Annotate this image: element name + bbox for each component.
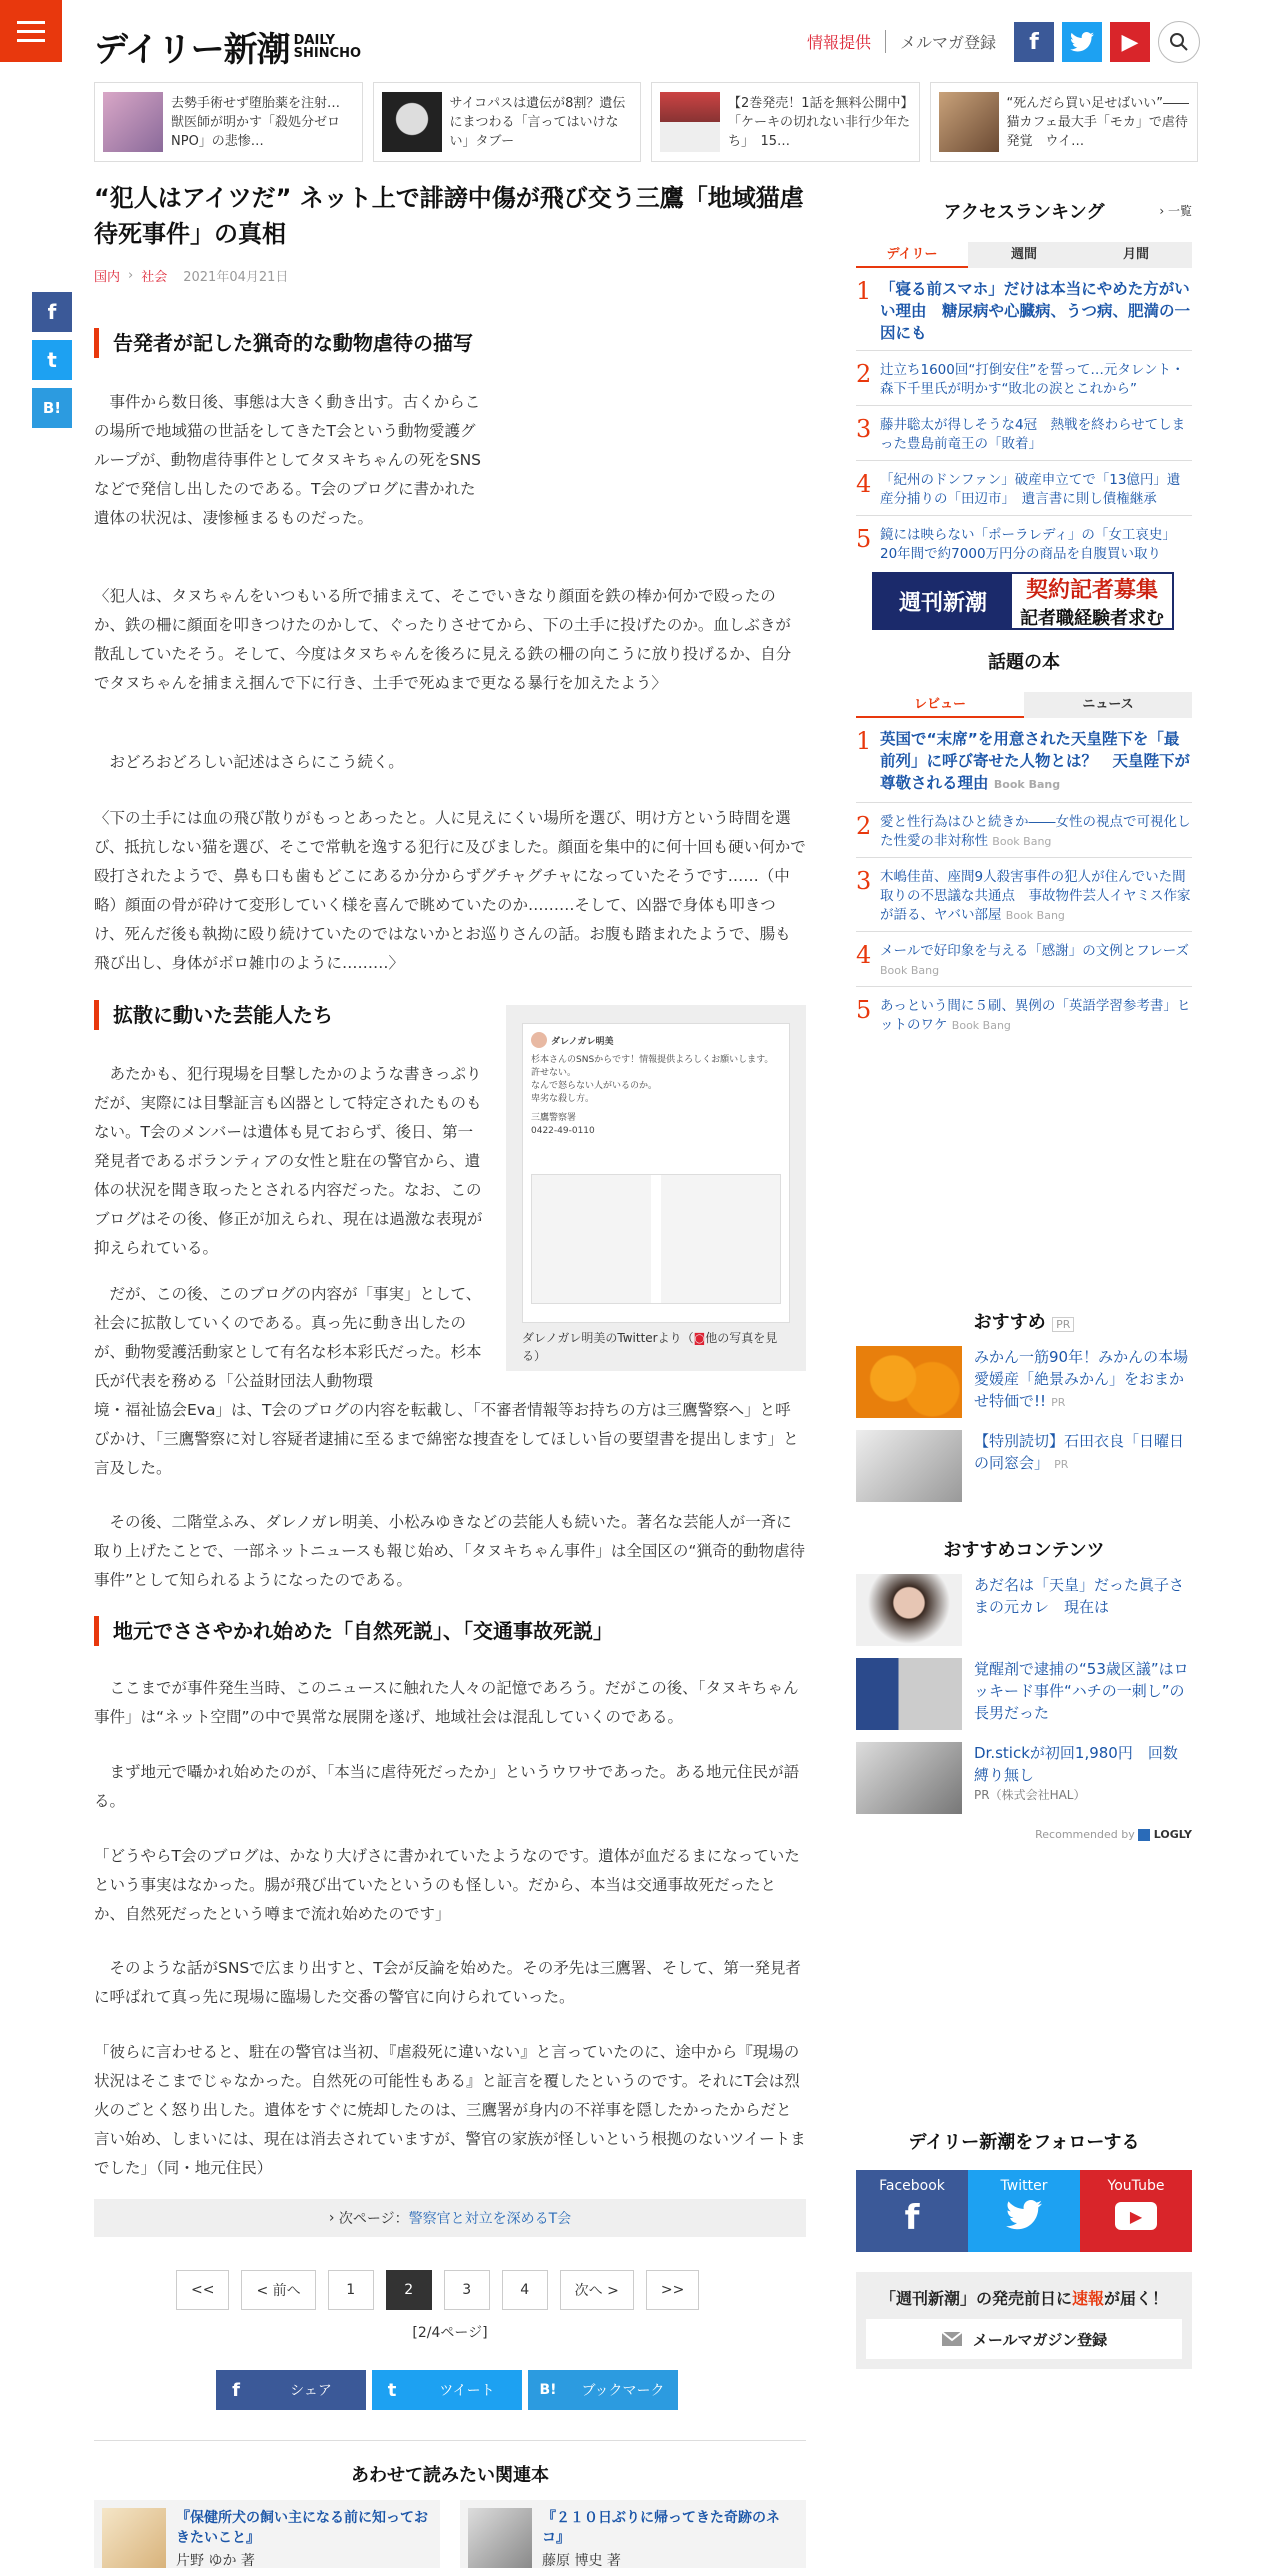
book-title: 愛と性行為はひと続きか――女性の視点で可視化した性愛の非対称性 Book Bang: [880, 814, 1191, 849]
next-page-link[interactable]: › 次ページ： 警察官と対立を深めるT会: [94, 2199, 806, 2237]
logo-en: DAILY SHINCHO: [293, 32, 362, 61]
book-title: 『保健所犬の飼い主になる前に知っておきたいこと』: [176, 2510, 428, 2546]
tweet-author: ダレノガレ明美: [551, 1036, 614, 1047]
story-title: “死んだら買い足せばいい”――猫カフェ最大手「モカ」で虐待発覚 ウイ…: [1006, 95, 1189, 149]
facebook-share-icon[interactable]: f: [32, 292, 72, 332]
paragraph: ここまでが事件発生当時、このニュースに触れた人々の記憶であろう。だがこの後、「タヌキちゃん事件」は“ネット空間”の中で異常な展開を遂げ、地域社会は混乱していくのである。: [94, 1679, 799, 1726]
rank-title: 鏡には映らない「ポーラレディ」の「女工哀史」20年間で約7000万円分の商品を自腹買い取り: [880, 527, 1176, 562]
ranking-item[interactable]: [856, 268, 1192, 351]
books-widget: [856, 648, 1192, 1041]
paragraph: あたかも、犯行現場を目撃したかのような書きっぷりだが、実際には目撃証言も凶器として特定されたものもない。T会のメンバーは遺体も見ておらず、後日、第一発見者であるボランティアの女性と駐在の警官から、遺体の状況を聞き取ったとされる内容だった。なお、このブログはその後、修正が加えられ、現在は過激な表現が抑えられている。: [94, 1065, 483, 1257]
logly-credit[interactable]: Recommended by LOGLY: [1035, 1828, 1192, 1841]
recommend-item[interactable]: 【特別読切】石田衣良「日曜日の同窓会」 PR: [856, 1430, 1192, 1502]
rank-number: 4: [856, 941, 872, 969]
hatena-icon: B!: [539, 2382, 557, 2398]
section-heading: 告発者が記した猟奇的な動物虐待の描写: [94, 328, 806, 358]
recommend-title: みかん一筋90年！みかんの本場愛媛産「絶景みかん」をおまかせ特価で!!: [974, 1348, 1189, 1410]
book-item[interactable]: [856, 803, 1192, 858]
paragraph: 〈犯人は、タヌちゃんをいつもいる所で捕まえて、そこでいきなり顔面を鉄の棒か何かで殴ったのか、鉄の柵に顔面を叩きつけたのかして、ぐったりさせてから、下の土手に投げたのか。血しぶきが散乱していたそう。そして、今度はタヌちゃんを後ろに見える鉄の柵の向こうに放り投げるか、自分でタヌちゃんを捕まえ掴んで下に行き、土手で死ぬまで更なる暴行を加えたよう〉: [94, 587, 792, 692]
rank-title: 辻立ち1600回“打倒安住”を誓って…元タレント・森下千里氏が明かす“敗北の涙とこれから”: [880, 362, 1185, 397]
next-page-button[interactable]: 次へ >: [560, 2270, 634, 2310]
follow-buttons: [856, 2170, 1192, 2252]
tweet-line: 三鷹警察署: [531, 1113, 577, 1123]
recommend-thumbnail: [856, 1430, 962, 1502]
ad-text: 契約記者募集 記者職経験者求む: [1020, 577, 1164, 629]
newsletter-heading: 「週刊新潮」の発売前日に速報が届く！: [879, 2289, 1169, 2308]
site-logo[interactable]: [94, 22, 361, 71]
story-title: 去勢手術せず堕胎薬を注射… 獣医師が明かす「殺処分ゼロNPO」の悲惨…: [171, 95, 354, 149]
recommend-item[interactable]: みかん一筋90年！みかんの本場愛媛産「絶景みかん」をおまかせ特価で!! PR: [856, 1346, 1192, 1418]
tweet-screenshot: [522, 1023, 790, 1323]
related-book[interactable]: [94, 2500, 440, 2568]
content-title: Dr.stickが初回1,980円 回数縛り無し: [974, 1744, 1178, 1784]
ad-brand: 週刊新潮: [874, 574, 1012, 628]
ranking-tabs: [856, 242, 1192, 268]
twitter-icon: [1006, 2200, 1042, 2230]
tab-monthly[interactable]: 月間: [1080, 242, 1192, 268]
content-item[interactable]: [856, 1574, 1192, 1646]
recruit-ad-banner[interactable]: [872, 572, 1174, 630]
prev-page-button[interactable]: < 前へ: [241, 2270, 315, 2310]
page-4-button[interactable]: 4: [502, 2270, 548, 2310]
tab-daily[interactable]: デイリー: [856, 242, 968, 268]
top-story[interactable]: [373, 82, 642, 162]
story-title: サイコパスは遺伝が8割？遺伝にまつわる「言ってはいけない」タブー: [449, 95, 626, 149]
share-buttons: [216, 2370, 678, 2410]
paragraph: そのような話がSNSで広まり出すと、T会が反論を始めた。その矛先は三鷹署、そして、第一発見者に呼ばれて真っ先に現場に臨場した交番の警官に向けられていった。: [94, 1959, 801, 2006]
twitter-icon[interactable]: [1062, 22, 1102, 62]
books-title: 話題の本: [988, 652, 1060, 673]
rank-number: 2: [856, 812, 872, 840]
rank-number: 4: [856, 470, 872, 498]
facebook-share-button[interactable]: f シェア: [216, 2370, 366, 2410]
related-book[interactable]: [460, 2500, 806, 2568]
contents-widget: [856, 1536, 1192, 1841]
section-heading: 拡散に動いた芸能人たち: [94, 1000, 464, 1030]
content-thumbnail: [856, 1574, 962, 1646]
recommend-widget: [856, 1308, 1192, 1502]
tab-weekly[interactable]: 週間: [968, 242, 1080, 268]
paragraph: 「どうやらT会のブログは、かなり大げさに書かれていたようなのです。遺体が血だるまになっていたという事実はなかった。腸が飛び出ていたというのも怪しい。だから、本当は交通事故死だったとか、自然死だったという噂まで流れ始めたのです」: [94, 1847, 800, 1923]
content-item[interactable]: [856, 1658, 1192, 1730]
paragraph: まず地元で囁かれ始めたのが、「本当に虐待死だったか」というウワサであった。ある地元住民が語る。: [94, 1763, 800, 1810]
book-item[interactable]: [856, 718, 1192, 803]
story-thumbnail: [103, 92, 163, 152]
tab-news[interactable]: ニュース: [1024, 692, 1192, 718]
book-item[interactable]: [856, 858, 1192, 932]
tweet-line: 杉本さんのSNSからです！情報提供よろしくお願いします。: [531, 1055, 774, 1065]
content-thumbnail: [856, 1742, 962, 1814]
facebook-icon: f: [232, 2379, 240, 2401]
chevron-right-icon: ›: [328, 2210, 339, 2226]
rank-number: 3: [856, 415, 872, 443]
tweet-line: 許せない。: [531, 1068, 577, 1078]
twitter-icon: t: [387, 2379, 397, 2401]
paragraph: 境・福祉協会Eva」は、T会のブログの内容を転載し、「不審者情報等お持ちの方は三鷹警察へ」と呼びかけ、「三鷹警察に対し容疑者逮捕に至るまで綿密な捜査をしてほしい旨の要望書を提出します」と言及した。: [94, 1401, 799, 1477]
header-links: [807, 30, 996, 53]
follow-title: デイリー新潮をフォローする: [908, 2132, 1140, 2153]
twitter-share-button[interactable]: t ツイート: [372, 2370, 522, 2410]
follow-widget: [856, 2128, 1192, 2252]
youtube-icon[interactable]: ▶: [1110, 22, 1150, 62]
hatena-bookmark-button[interactable]: B! ブックマーク: [528, 2370, 678, 2410]
newsletter-link[interactable]: メルマガ登録: [885, 30, 996, 53]
info-submit-link[interactable]: 情報提供: [806, 33, 871, 52]
related-heading: あわせて読みたい関連本: [94, 2440, 806, 2487]
newsletter-widget: [856, 2272, 1192, 2369]
chevron-right-icon: ›: [128, 268, 134, 283]
article: [94, 180, 806, 2568]
book-item[interactable]: [856, 932, 1192, 987]
ranking-item[interactable]: [856, 461, 1192, 516]
first-page-button[interactable]: <<: [176, 2270, 229, 2310]
page-2-button[interactable]: 2: [386, 2270, 432, 2310]
twitter-share-icon[interactable]: t: [32, 340, 72, 380]
pagination: [176, 2270, 699, 2310]
menu-button[interactable]: [0, 0, 62, 62]
contents-title: おすすめコンテンツ: [943, 1540, 1105, 1561]
avatar: [531, 1032, 547, 1048]
camera-icon: ◙: [693, 1331, 706, 1345]
top-story[interactable]: [930, 82, 1199, 162]
book-title: 木嶋佳苗、座間9人殺害事件の犯人が住んでいた間取りの不思議な共通点 事故物件芸人イヤミス作家が語る、ヤバい部屋 Book Bang: [880, 869, 1191, 923]
facebook-icon[interactable]: f: [1014, 22, 1054, 62]
paragraph: 〈下の土手には血の飛び散りがもっとあったと。人に見えにくい場所を選び、明け方という時間を選び、抵抗しない猫を選び、そこで常軌を逸する犯行に及びました。顔面を集中的に何十回も硬い何かで殴打されたようで、鼻も口も歯もどこにあるか分からずグチャグチャになっていたそうです……（中略）顔面の骨が砕けて変形していく様を喜んで眺めていたのか………そして、凶器で身体も叩きつけ、死んだ後も執拗に殴り続けていたのではないかとお巡りさんの話。お腹も踏まれたようで、腸も飛び出し、身体がボロ雑巾のように………〉: [94, 809, 806, 972]
story-thumbnail: [382, 92, 442, 152]
tab-review[interactable]: レビュー: [856, 692, 1024, 718]
paragraph: だが、この後、このブログの内容が「事実」として、社会に拡散していくのである。真っ先に動き出したのが、動物愛護活動家として有名な杉本彩氏だった。杉本氏が代表を務める「公益財団法人動物環: [94, 1285, 482, 1390]
rank-number: 5: [856, 996, 872, 1024]
book-title: 『２１０日ぶりに帰ってきた奇跡のネコ』: [542, 2510, 780, 2546]
paragraph: その後、二階堂ふみ、ダレノガレ明美、小松みゆきなどの芸能人も続いた。著名な芸能人が一斉に取り上げたことで、一部ネットニュースも報じ始め、「タヌキちゃん事件」は全国区の“猟奇的動物虐待事件”として知られるようになったのである。: [94, 1513, 805, 1589]
book-item[interactable]: [856, 987, 1192, 1041]
ranking-item[interactable]: [856, 516, 1192, 570]
content-title: あだ名は「天皇」だった眞子さまの元カレ 現在は: [974, 1576, 1185, 1616]
recommend-title: 【特別読切】石田衣良「日曜日の同窓会」: [974, 1432, 1185, 1472]
ranking-item[interactable]: [856, 406, 1192, 461]
content-thumbnail: [856, 1658, 962, 1730]
follow-facebook[interactable]: Facebook f: [856, 2170, 968, 2252]
photo-caption: ダレノガレ明美のTwitterより（◙他の写真を見る）: [522, 1331, 778, 1363]
page-3-button[interactable]: 3: [444, 2270, 490, 2310]
book-cover: [468, 2508, 532, 2568]
book-cover: [102, 2508, 166, 2568]
top-story[interactable]: [651, 82, 920, 162]
mail-icon: [941, 2331, 963, 2347]
ranking-title: アクセスランキング: [943, 202, 1105, 223]
logo-jp: デイリー新潮: [94, 30, 290, 70]
section-heading: 地元でささやかれ始めた「自然死説」、「交通事故死説」: [94, 1616, 806, 1646]
page-1-button[interactable]: 1: [328, 2270, 374, 2310]
more-photos-link[interactable]: 他の写真を見る）: [522, 1331, 778, 1363]
tweet-line: 卑劣な殺し方。: [531, 1094, 595, 1104]
top-stories: [94, 82, 1198, 162]
share-sidebar: [32, 292, 72, 428]
rank-number: 1: [856, 727, 872, 755]
book-title: 英国で“末席”を用意された天皇陛下を「最前列」に呼び寄せた人物とは？ 天皇陛下が尊敬される理由 Book Bang: [880, 730, 1191, 792]
rank-title: 「寝る前スマホ」だけは本当にやめた方がいい理由 糖尿病や心臓病、うつ病、肥満の一因にも: [880, 280, 1191, 342]
paragraph: おどろおどろしい記述はさらにこう続く。: [94, 753, 404, 771]
ranking-item[interactable]: [856, 351, 1192, 406]
book-title: メールで好印象を与える「感謝」の文例とフレーズ Book Bang: [880, 943, 1190, 977]
content-title: 覚醒剤で逮捕の“53歳区議”はロッキード事件“ハチの一刺し”の長男だった: [974, 1660, 1189, 1722]
tweet-image: [531, 1174, 781, 1304]
content-item[interactable]: Dr.stickが初回1,980円 回数縛り無し PR（株式会社HAL）: [856, 1742, 1192, 1814]
paragraph: 「彼らに言わせると、駐在の警官は当初、『虐殺死に違いない』と言っていたのに、途中から『現場の状況はそこまでじゃなかった。自然死の可能性もある』と証言を覆したというのです。それにT会は烈火のごとく怒り出した。遺体をすぐに焼却したのは、三鷹署が身内の不祥事を隠したかったからだと言い始め、しまいには、現在は消去されていますが、警官の家族が怪しいという根拠のないツイートまでした」（同・地元住民）: [94, 2043, 806, 2177]
facebook-icon: f: [904, 2198, 920, 2238]
paragraph: 事件から数日後、事態は大きく動き出す。古くからこの場所で地域猫の世話をしてきたT会という動物愛護グループが、動物虐待事件としてタヌキちゃんの死をSNSなどで発信し出したのである。T会のブログに書かれた遺体の状況は、凄惨極まるものだった。: [94, 393, 481, 527]
article-meta: [94, 266, 806, 285]
story-thumbnail: [939, 92, 999, 152]
logly-icon: [1138, 1829, 1150, 1841]
story-thumbnail: [660, 92, 720, 152]
article-title: “犯人はアイツだ” ネット上で誹謗中傷が飛び交う三鷹「地域猫虐待死事件」の真相: [94, 184, 804, 248]
follow-youtube[interactable]: YouTube ▶: [1080, 2170, 1192, 2252]
category-link[interactable]: 社会: [141, 270, 168, 285]
hatena-bookmark-icon[interactable]: B!: [32, 388, 72, 428]
book-author: 藤原 博史 著: [542, 2553, 621, 2568]
last-page-button[interactable]: >>: [646, 2270, 699, 2310]
rank-number: 2: [856, 360, 872, 388]
story-title: 【2巻発売！1話を無料公開中】「ケーキの切れない非行少年たち」 15…: [728, 95, 911, 149]
tweet-line: 0422-49-0110: [531, 1126, 595, 1136]
page-count: [2/4ページ]: [412, 2325, 488, 2341]
recommend-thumbnail: [856, 1346, 962, 1418]
books-tabs: [856, 692, 1192, 718]
ranking-widget: [856, 198, 1192, 570]
newsletter-signup-button[interactable]: メールマガジン登録: [866, 2319, 1182, 2359]
search-icon[interactable]: [1158, 21, 1200, 63]
category-link[interactable]: 国内: [94, 270, 121, 285]
ranking-more-link[interactable]: › 一覧: [1159, 204, 1192, 218]
rank-number: 5: [856, 525, 872, 553]
rank-title: 藤井聡太が得しそうな4冠 熱戦を終わらせてしまった豊島前竜王の「敗着」: [880, 417, 1186, 452]
rank-number: 1: [856, 277, 872, 305]
book-title: あっという間に５刷、異例の「英語学習参考書」ヒットのワケ Book Bang: [880, 998, 1191, 1033]
top-story[interactable]: [94, 82, 363, 162]
recommend-title: おすすめ PR: [856, 1308, 1192, 1334]
youtube-icon: ▶: [1115, 2202, 1157, 2230]
follow-twitter[interactable]: Twitter: [968, 2170, 1080, 2252]
article-date: 2021年04月21日: [183, 270, 289, 285]
tweet-line: なんで怒らない人がいるのか。: [531, 1081, 658, 1091]
photo-figure[interactable]: [506, 1005, 806, 1371]
rank-number: 3: [856, 867, 872, 895]
book-author: 片野 ゆか 著: [176, 2553, 255, 2568]
rank-title: 「紀州のドンファン」破産申立てで「13億円」遺産分捕りの「田辺市」 遺言書に則し債権継承: [880, 472, 1181, 507]
